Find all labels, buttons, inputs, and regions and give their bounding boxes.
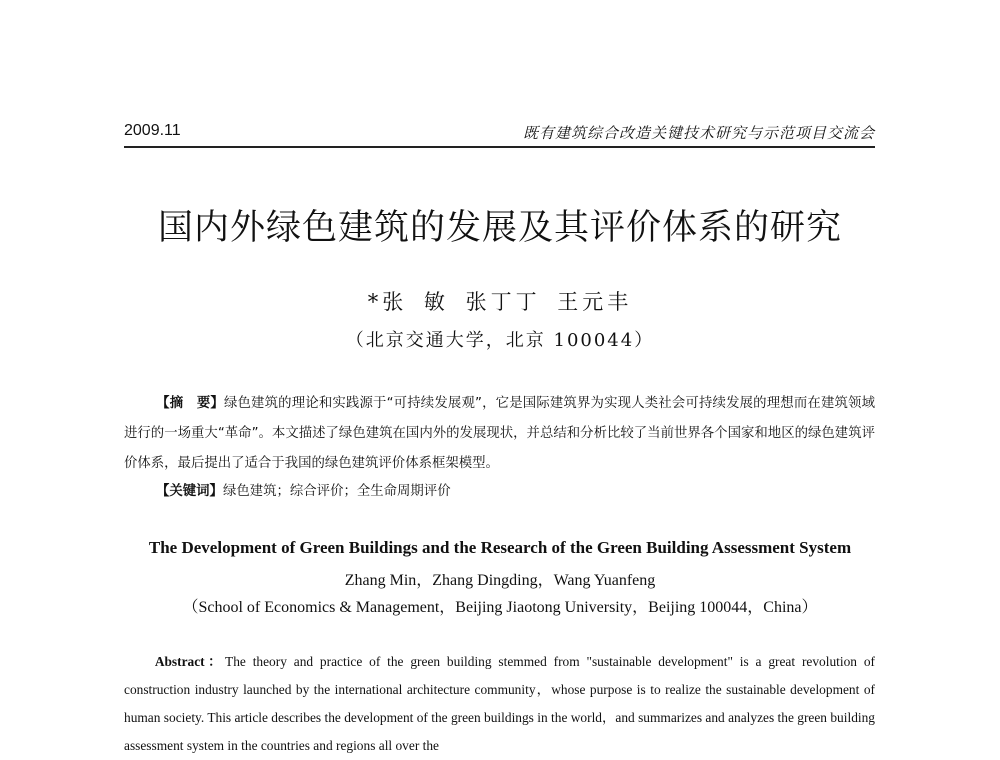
abstract-en xyxy=(124,648,875,760)
keywords-cn-text: 绿色建筑；综合评价；全生命周期评价 xyxy=(222,484,451,499)
authors-en: Zhang Min，Zhang Dingding，Wang Yuanfeng xyxy=(344,572,656,589)
running-header xyxy=(124,122,875,148)
issue-date: 2009.11 xyxy=(124,122,181,139)
journal-title: 既有建筑综合改造关键技术研究与示范项目交流会 xyxy=(522,124,875,142)
header-divider xyxy=(124,146,875,148)
abstract-cn-text: 绿色建筑的理论和实践源于“可持续发展观”，它是国际建筑界为实现人类社会可持续发展的理想而在建筑领域进行的一场重大“革命”。本文描述了绿色建筑在国内外的发展现状，并总结和分析比较了当前世界各个国家和地区的绿色建筑评价体系，最后提出了适合于我国的绿色建筑评价体系框架模型。 xyxy=(124,396,876,471)
affiliation-en: （School of Economics & Management，Beijing Jiaotong University，Beijing 100044，China） xyxy=(182,599,818,616)
paper-title-en: The Development of Green Buildings and the Research of the Green Building Assessment System xyxy=(148,538,852,557)
abstract-en-text: The theory and practice of the green building stemmed from "sustainable development" is a great revolution of construction industry launched by the international architecture community，whose purpose is to realize the sustainable development of human society. This article describes the development of the green buildings in the world，and summarizes and analyzes the green building assessment system in the countries and regions all over the xyxy=(124,654,875,753)
abstract-en-label: Abstract： xyxy=(154,654,226,669)
affiliation-cn: （北京交通大学，北京 100044） xyxy=(345,330,655,351)
keywords-cn-label: 【关键词】 xyxy=(156,484,223,499)
keywords-cn xyxy=(156,481,856,503)
abstract-cn-label: 【摘 要】 xyxy=(156,396,224,411)
authors-cn: *张 敏 张丁丁 王元丰 xyxy=(367,290,633,314)
paper-title-cn: 国内外绿色建筑的发展及其评价体系的研究 xyxy=(157,208,842,248)
abstract-cn xyxy=(124,389,875,479)
